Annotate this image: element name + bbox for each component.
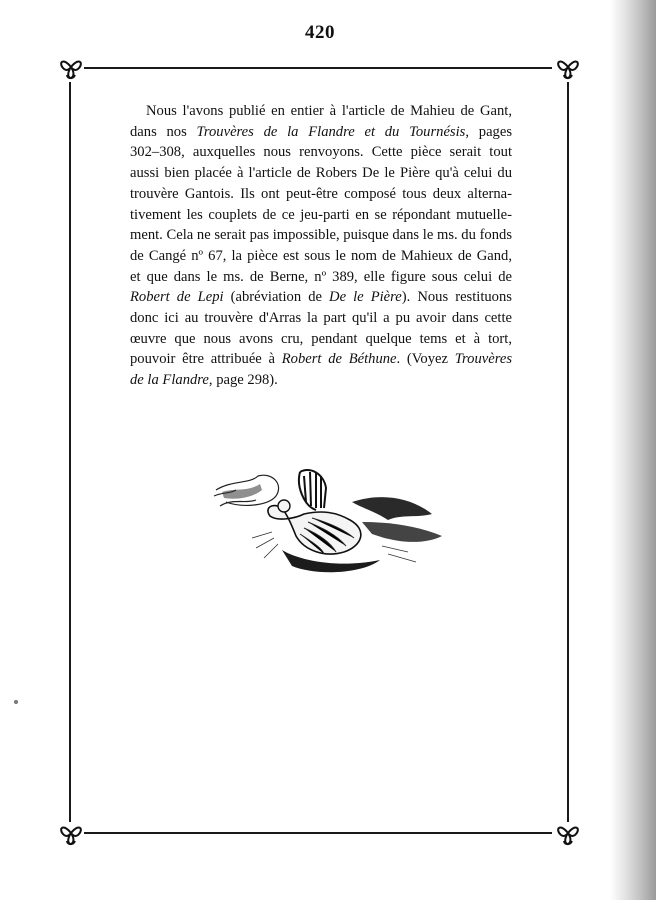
- frame-left-rule: [69, 82, 71, 822]
- text-run: aussi bien placée à l'article de Robers De le Pière qu'à celui du: [130, 165, 512, 182]
- text-line: [130, 246, 512, 267]
- text-run: trouvère Gantois. Ils ont peut-être composé tous deux alterna-: [130, 185, 512, 202]
- text-run: pouvoir être attribuée à: [130, 351, 282, 368]
- text-line: [130, 267, 512, 288]
- text-line: [130, 142, 512, 163]
- text-line: [130, 184, 512, 205]
- text-run: et que dans le ms. de Berne, nº 389, elle figure sous celui de: [130, 268, 512, 285]
- text-run: de Cangé nº 67, la pièce est sous le nom de Mahieux de Gand,: [130, 247, 512, 264]
- text-line: [130, 308, 512, 329]
- text-line: [130, 349, 512, 370]
- frame-bottom-rule: [84, 832, 552, 834]
- frame-right-rule: [567, 82, 569, 822]
- text-line: [130, 329, 512, 350]
- text-line: [130, 122, 512, 143]
- text-run: donc ici au trouvère d'Arras la part qu'il a pu avoir dans cette: [130, 310, 512, 327]
- text-run: tivement les couplets de ce jeu-parti en se répondant mutuelle-: [130, 206, 512, 223]
- text-run: dans nos: [130, 123, 197, 140]
- corner-ornament-icon: [553, 818, 583, 848]
- text-run: ). Nous restituons: [401, 289, 512, 306]
- text-run: , pages: [465, 123, 512, 140]
- text-run: ment. Cela ne serait pas impossible, puisque dans le ms. du fonds: [130, 227, 512, 244]
- text-line: [130, 370, 512, 391]
- corner-ornament-icon: [553, 52, 583, 82]
- italic-run: Robert de Lepi: [130, 289, 224, 306]
- harp-angel-vignette-icon: [212, 462, 448, 580]
- italic-run: Trouvères: [454, 351, 512, 368]
- frame-top-rule: [84, 67, 552, 69]
- page-edge-shadow: [610, 0, 656, 900]
- body-paragraph: [130, 101, 512, 391]
- corner-ornament-icon: [56, 52, 86, 82]
- text-line: [130, 287, 512, 308]
- text-run: . (Voyez: [396, 351, 455, 368]
- text-line: [130, 101, 512, 122]
- text-line: [130, 225, 512, 246]
- italic-run: Robert de Béthune: [281, 351, 397, 368]
- page-number: 420: [305, 22, 335, 43]
- text-line: [130, 205, 512, 226]
- italic-run: Trouvères de la Flandre et du Tournésis: [196, 123, 466, 140]
- text-line: [130, 163, 512, 184]
- text-run: œuvre que nous avons cru, pendant quelque tems et à tort,: [130, 330, 512, 347]
- italic-run: de la Flandre: [130, 372, 209, 389]
- text-run: , page 298).: [208, 372, 278, 389]
- text-run: 302–308, auxquelles nous renvoyons. Cette pièce serait tout: [130, 144, 512, 161]
- text-run: Nous l'avons publié en entier à l'article de Mahieu de Gant,: [146, 103, 512, 119]
- text-run: (abréviation de: [223, 289, 330, 306]
- italic-run: De le Pière: [329, 289, 402, 306]
- corner-ornament-icon: [56, 818, 86, 848]
- paper-speck: [14, 700, 18, 704]
